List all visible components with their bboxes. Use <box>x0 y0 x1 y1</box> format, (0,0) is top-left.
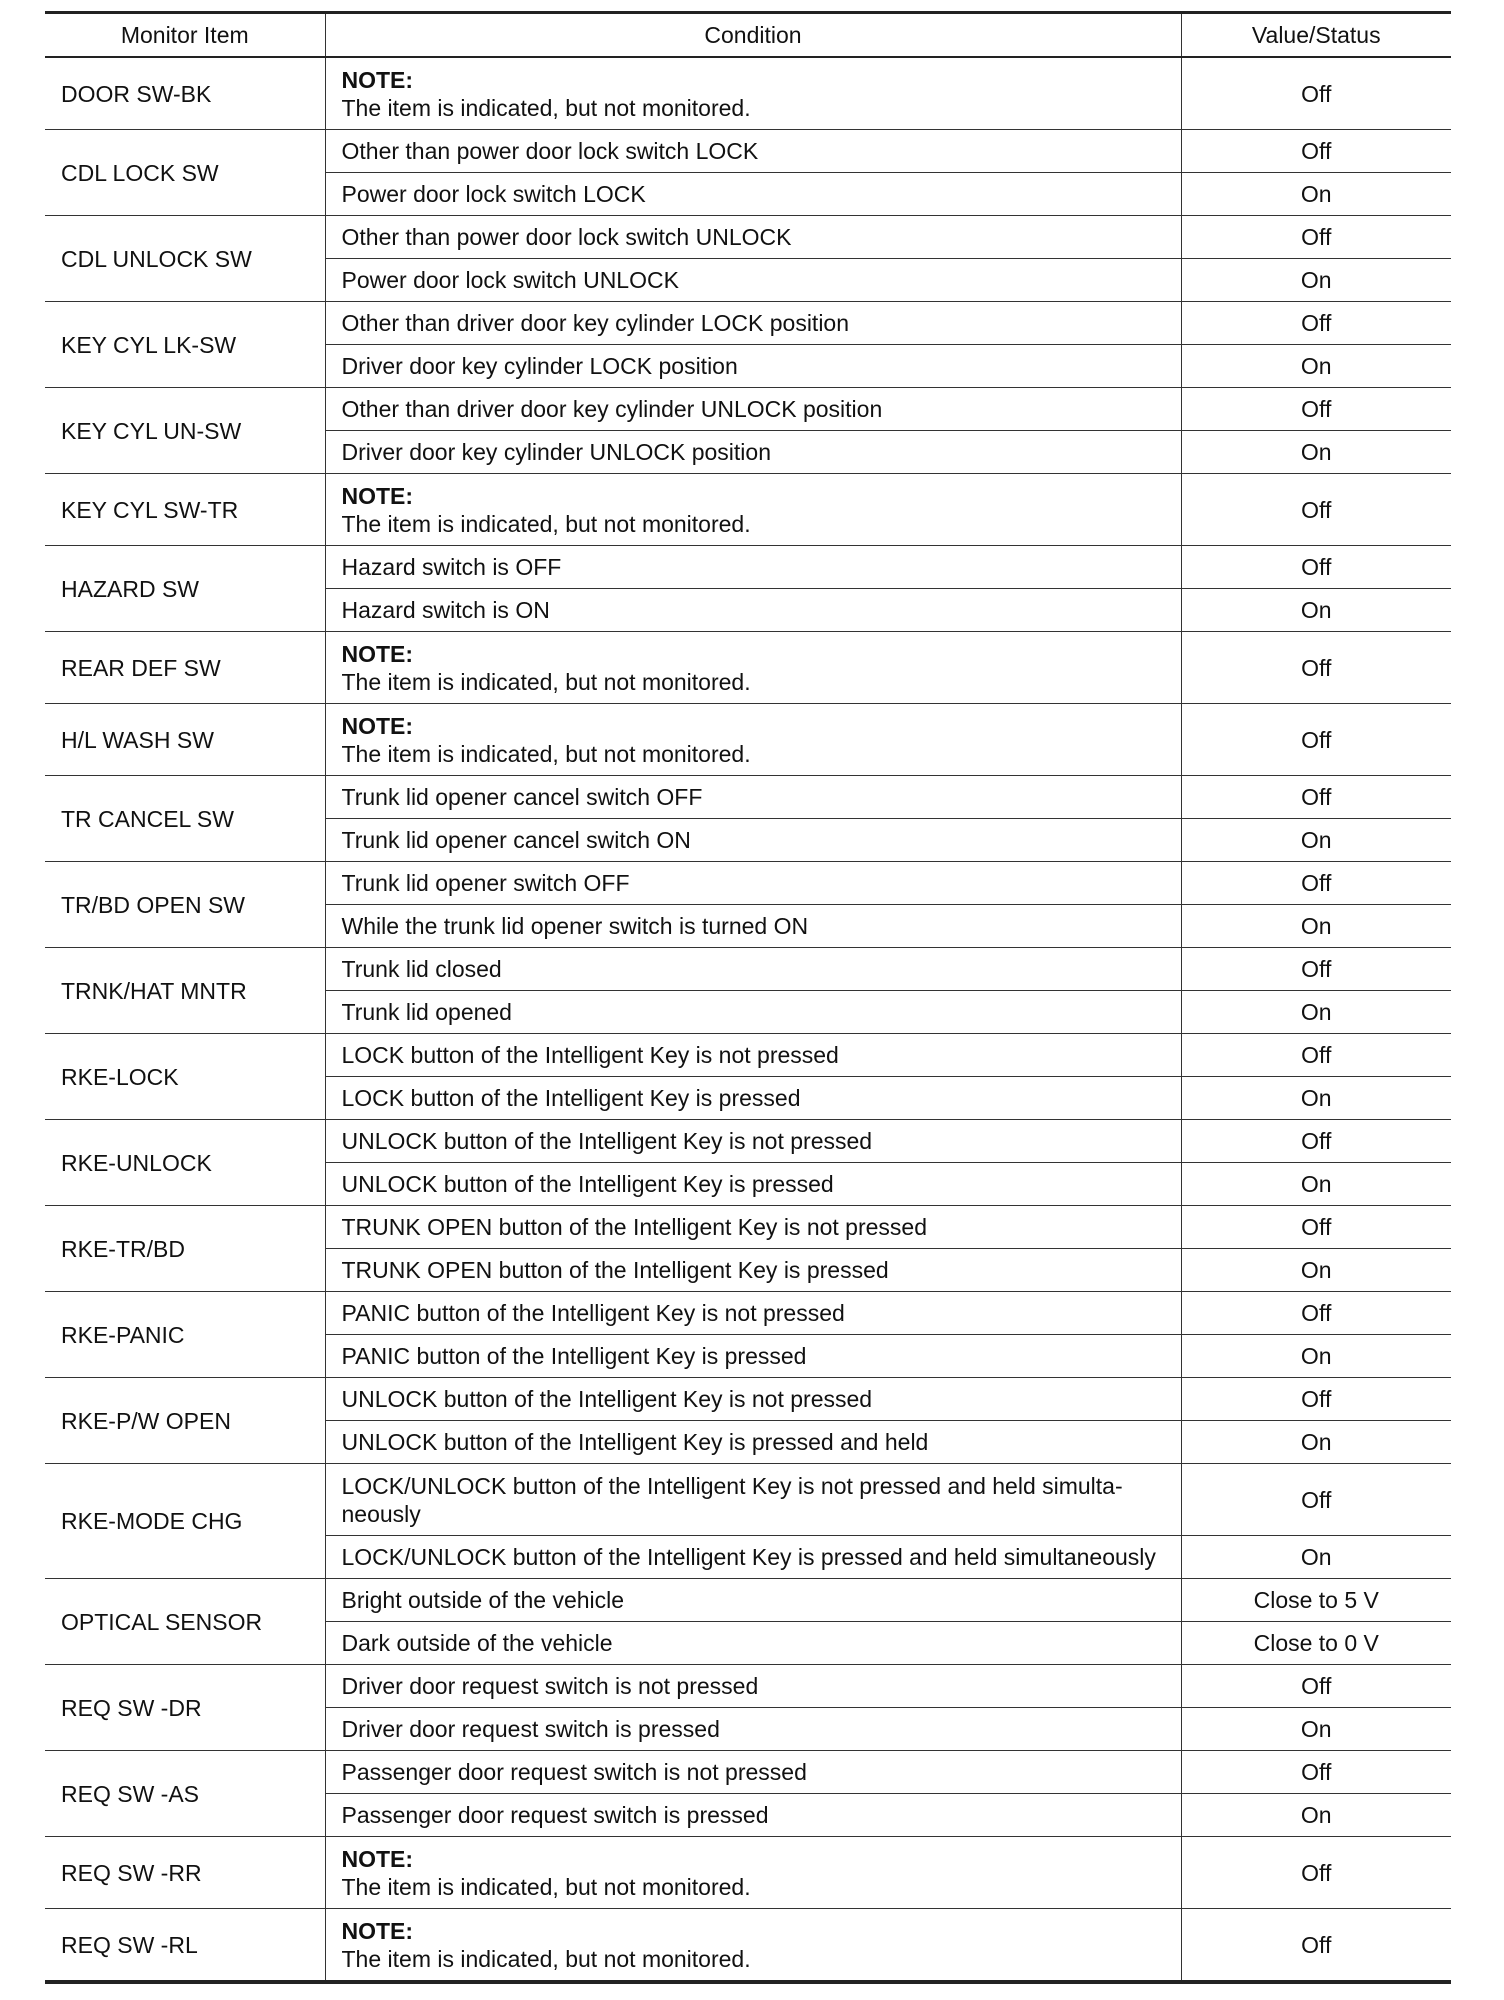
table-row <box>45 302 1451 345</box>
condition-text: LOCK/UNLOCK button of the Intelligent Key is pressed and held simultaneously <box>341 1544 1156 1570</box>
value-status-cell: Close to 0 V <box>1181 1622 1451 1665</box>
condition-cell <box>325 130 1181 173</box>
condition-cell <box>325 1120 1181 1163</box>
condition-text: PANIC button of the Intelligent Key is pressed <box>341 1343 807 1369</box>
table-row <box>45 1464 1451 1536</box>
note-text: The item is indicated, but not monitored. <box>341 510 751 537</box>
condition-text: LOCK/UNLOCK button of the Intelligent Key is not pressed and held simulta- <box>341 1472 1123 1499</box>
condition-cell <box>325 474 1181 546</box>
value-status-cell: Off <box>1181 1837 1451 1909</box>
monitor-item-name: RKE-PANIC <box>45 1292 325 1378</box>
note-text: The item is indicated, but not monitored. <box>341 668 751 695</box>
value-status-cell: Off <box>1181 57 1451 130</box>
condition-cell <box>325 1708 1181 1751</box>
value-status-cell: On <box>1181 991 1451 1034</box>
condition-cell <box>325 1335 1181 1378</box>
value-status-cell: Off <box>1181 1665 1451 1708</box>
monitor-item-name: REQ SW -DR <box>45 1665 325 1751</box>
monitor-item-name: REQ SW -RL <box>45 1909 325 1983</box>
monitor-item-name: KEY CYL LK-SW <box>45 302 325 388</box>
note-label: NOTE: <box>341 66 414 93</box>
table-row <box>45 1206 1451 1249</box>
condition-text: Driver door request switch is not pressed <box>341 1673 759 1699</box>
table-row <box>45 948 1451 991</box>
condition-text: PANIC button of the Intelligent Key is not pressed <box>341 1300 845 1326</box>
table-body <box>45 57 1451 1982</box>
table-row <box>45 1292 1451 1335</box>
condition-cell <box>325 1665 1181 1708</box>
value-status-cell: On <box>1181 173 1451 216</box>
table-row <box>45 1665 1451 1708</box>
condition-cell <box>325 589 1181 632</box>
condition-text: Trunk lid opener switch OFF <box>341 870 630 896</box>
monitor-item-name: CDL UNLOCK SW <box>45 216 325 302</box>
condition-text: Passenger door request switch is not pressed <box>341 1759 807 1785</box>
condition-cell <box>325 1292 1181 1335</box>
condition-cell <box>325 776 1181 819</box>
monitor-item-name: TR/BD OPEN SW <box>45 862 325 948</box>
condition-cell <box>325 1421 1181 1464</box>
value-status-cell: Off <box>1181 948 1451 991</box>
table-row <box>45 57 1451 130</box>
condition-text: Other than power door lock switch UNLOCK <box>341 224 792 250</box>
condition-cell <box>325 216 1181 259</box>
condition-text: Driver door key cylinder UNLOCK position <box>341 439 771 465</box>
condition-text: Trunk lid closed <box>341 956 502 982</box>
condition-text: UNLOCK button of the Intelligent Key is pressed <box>341 1171 834 1197</box>
value-status-cell: On <box>1181 1794 1451 1837</box>
value-status-cell: Off <box>1181 632 1451 704</box>
condition-text: Power door lock switch LOCK <box>341 181 646 207</box>
condition-cell <box>325 302 1181 345</box>
condition-text: Driver door request switch is pressed <box>341 1716 720 1742</box>
condition-text-continued: neously <box>341 1500 421 1527</box>
value-status-cell: On <box>1181 259 1451 302</box>
table-row <box>45 388 1451 431</box>
condition-cell <box>325 1464 1181 1536</box>
condition-cell <box>325 1536 1181 1579</box>
condition-cell <box>325 704 1181 776</box>
monitor-item-table <box>45 11 1451 1984</box>
condition-cell <box>325 1034 1181 1077</box>
header-condition: Condition <box>325 13 1181 58</box>
value-status-cell: Off <box>1181 1751 1451 1794</box>
condition-text: Other than driver door key cylinder LOCK position <box>341 310 850 336</box>
condition-cell <box>325 991 1181 1034</box>
condition-cell <box>325 819 1181 862</box>
table-row <box>45 130 1451 173</box>
condition-cell <box>325 632 1181 704</box>
value-status-cell: Off <box>1181 1464 1451 1536</box>
monitor-item-name: DOOR SW-BK <box>45 57 325 130</box>
value-status-cell: On <box>1181 431 1451 474</box>
value-status-cell: On <box>1181 345 1451 388</box>
value-status-cell: Off <box>1181 474 1451 546</box>
note-text: The item is indicated, but not monitored. <box>341 1873 751 1900</box>
value-status-cell: Off <box>1181 1120 1451 1163</box>
condition-text: Hazard switch is ON <box>341 597 550 623</box>
condition-cell <box>325 905 1181 948</box>
condition-cell <box>325 1622 1181 1665</box>
condition-text: LOCK button of the Intelligent Key is pressed <box>341 1085 801 1111</box>
value-status-cell: Off <box>1181 1292 1451 1335</box>
condition-text: While the trunk lid opener switch is turned ON <box>341 913 809 939</box>
monitor-item-name: CDL LOCK SW <box>45 130 325 216</box>
note-label: NOTE: <box>341 482 414 509</box>
value-status-cell: On <box>1181 1335 1451 1378</box>
value-status-cell: Off <box>1181 216 1451 259</box>
monitor-item-name: RKE-P/W OPEN <box>45 1378 325 1464</box>
condition-cell <box>325 259 1181 302</box>
table-row <box>45 546 1451 589</box>
monitor-item-name: RKE-UNLOCK <box>45 1120 325 1206</box>
table-row <box>45 1837 1451 1909</box>
table-row <box>45 1120 1451 1163</box>
condition-cell <box>325 1077 1181 1120</box>
value-status-cell: On <box>1181 1536 1451 1579</box>
table-row <box>45 1909 1451 1983</box>
condition-cell <box>325 1751 1181 1794</box>
value-status-cell: Off <box>1181 1909 1451 1983</box>
condition-cell <box>325 862 1181 905</box>
monitor-item-name: REQ SW -AS <box>45 1751 325 1837</box>
table-row <box>45 474 1451 546</box>
monitor-item-name: RKE-LOCK <box>45 1034 325 1120</box>
value-status-cell: Close to 5 V <box>1181 1579 1451 1622</box>
condition-text: Bright outside of the vehicle <box>341 1587 625 1613</box>
table-row <box>45 1751 1451 1794</box>
value-status-cell: Off <box>1181 130 1451 173</box>
table-row <box>45 1034 1451 1077</box>
note-label: NOTE: <box>341 640 414 667</box>
value-status-cell: Off <box>1181 776 1451 819</box>
monitor-item-name: OPTICAL SENSOR <box>45 1579 325 1665</box>
condition-cell <box>325 546 1181 589</box>
monitor-item-name: TR CANCEL SW <box>45 776 325 862</box>
condition-cell <box>325 1206 1181 1249</box>
condition-cell <box>325 1378 1181 1421</box>
condition-text: Trunk lid opener cancel switch OFF <box>341 784 703 810</box>
table-row <box>45 704 1451 776</box>
condition-text: UNLOCK button of the Intelligent Key is not pressed <box>341 1128 873 1154</box>
monitor-item-name: REQ SW -RR <box>45 1837 325 1909</box>
table-row <box>45 216 1451 259</box>
condition-text: TRUNK OPEN button of the Intelligent Key is not pressed <box>341 1214 928 1240</box>
value-status-cell: Off <box>1181 1206 1451 1249</box>
condition-text: Power door lock switch UNLOCK <box>341 267 679 293</box>
monitor-item-name: RKE-MODE CHG <box>45 1464 325 1579</box>
value-status-cell: Off <box>1181 1034 1451 1077</box>
condition-cell <box>325 1249 1181 1292</box>
condition-text: Trunk lid opener cancel switch ON <box>341 827 691 853</box>
condition-text: TRUNK OPEN button of the Intelligent Key is pressed <box>341 1257 889 1283</box>
value-status-cell: On <box>1181 1708 1451 1751</box>
condition-cell <box>325 948 1181 991</box>
condition-cell <box>325 1163 1181 1206</box>
note-text: The item is indicated, but not monitored. <box>341 740 751 767</box>
monitor-item-sheet <box>45 11 1451 1984</box>
value-status-cell: On <box>1181 1421 1451 1464</box>
value-status-cell: On <box>1181 905 1451 948</box>
value-status-cell: Off <box>1181 862 1451 905</box>
note-text: The item is indicated, but not monitored. <box>341 1945 751 1972</box>
value-status-cell: On <box>1181 1163 1451 1206</box>
value-status-cell: On <box>1181 1077 1451 1120</box>
condition-text: Hazard switch is OFF <box>341 554 562 580</box>
condition-cell <box>325 388 1181 431</box>
condition-text: Dark outside of the vehicle <box>341 1630 613 1656</box>
condition-cell <box>325 1909 1181 1983</box>
condition-text: UNLOCK button of the Intelligent Key is pressed and held <box>341 1429 929 1455</box>
monitor-item-name: H/L WASH SW <box>45 704 325 776</box>
condition-text: Other than power door lock switch LOCK <box>341 138 759 164</box>
condition-text: UNLOCK button of the Intelligent Key is not pressed <box>341 1386 873 1412</box>
condition-cell <box>325 1794 1181 1837</box>
condition-text: Trunk lid opened <box>341 999 512 1025</box>
condition-cell <box>325 431 1181 474</box>
condition-cell <box>325 1579 1181 1622</box>
value-status-cell: Off <box>1181 302 1451 345</box>
condition-cell <box>325 173 1181 216</box>
note-label: NOTE: <box>341 1845 414 1872</box>
condition-text: Passenger door request switch is pressed <box>341 1802 769 1828</box>
value-status-cell: On <box>1181 1249 1451 1292</box>
note-label: NOTE: <box>341 1917 414 1944</box>
condition-text: LOCK button of the Intelligent Key is not pressed <box>341 1042 839 1068</box>
table-header-row <box>45 13 1451 58</box>
value-status-cell: Off <box>1181 388 1451 431</box>
header-monitor-item: Monitor Item <box>45 13 325 58</box>
table-row <box>45 632 1451 704</box>
condition-text: Other than driver door key cylinder UNLOCK position <box>341 396 883 422</box>
condition-cell <box>325 57 1181 130</box>
table-row <box>45 1378 1451 1421</box>
value-status-cell: Off <box>1181 1378 1451 1421</box>
note-label: NOTE: <box>341 712 414 739</box>
value-status-cell: On <box>1181 819 1451 862</box>
monitor-item-name: REAR DEF SW <box>45 632 325 704</box>
value-status-cell: On <box>1181 589 1451 632</box>
condition-cell <box>325 1837 1181 1909</box>
value-status-cell: Off <box>1181 704 1451 776</box>
condition-text: Driver door key cylinder LOCK position <box>341 353 738 379</box>
header-value-status: Value/Status <box>1181 13 1451 58</box>
table-row <box>45 862 1451 905</box>
monitor-item-name: TRNK/HAT MNTR <box>45 948 325 1034</box>
table-row <box>45 1579 1451 1622</box>
monitor-item-name: HAZARD SW <box>45 546 325 632</box>
note-text: The item is indicated, but not monitored. <box>341 94 751 121</box>
table-header <box>45 13 1451 58</box>
monitor-item-name: KEY CYL SW-TR <box>45 474 325 546</box>
value-status-cell: Off <box>1181 546 1451 589</box>
table-row <box>45 776 1451 819</box>
monitor-item-name: RKE-TR/BD <box>45 1206 325 1292</box>
monitor-item-name: KEY CYL UN-SW <box>45 388 325 474</box>
condition-cell <box>325 345 1181 388</box>
